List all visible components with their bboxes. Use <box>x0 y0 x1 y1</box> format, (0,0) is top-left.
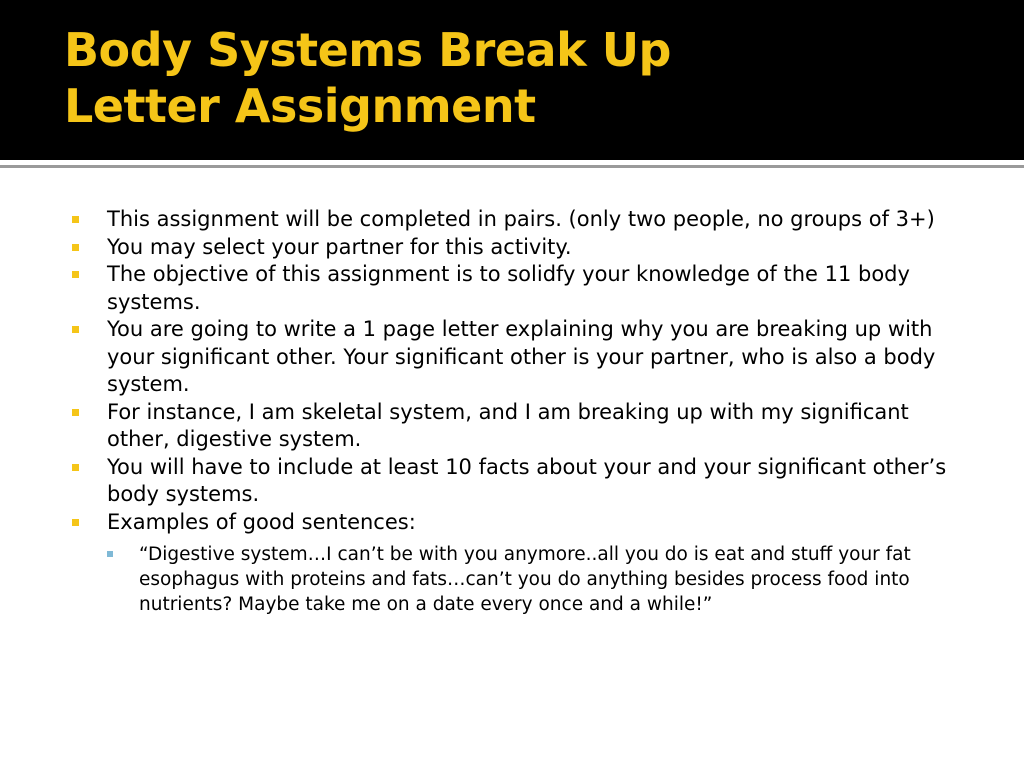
square-bullet-icon <box>72 519 79 526</box>
title-band <box>0 0 1024 160</box>
bullet-item-pairs <box>72 206 972 234</box>
square-bullet-icon <box>72 464 79 471</box>
bullet-text: Examples of good sentences: <box>107 509 416 534</box>
bullet-item-partner <box>72 234 972 262</box>
slide-title-line-1: Body Systems Break Up <box>64 23 671 77</box>
square-bullet-icon <box>72 326 79 333</box>
bullet-item-examples <box>72 509 972 618</box>
square-sub-bullet-icon <box>107 551 113 557</box>
bullet-text: You may select your partner for this activity. <box>107 234 572 259</box>
slide-title <box>64 22 671 134</box>
bullet-item-facts <box>72 454 972 509</box>
square-bullet-icon <box>72 271 79 278</box>
bullet-text: For instance, I am skeletal system, and I am breaking up with my significant other, digestive system. <box>107 399 909 451</box>
bullet-text: The objective of this assignment is to solidfy your knowledge of the 11 body systems. <box>107 262 910 314</box>
bullet-text: You will have to include at least 10 facts about your and your significant other’s body systems. <box>107 454 947 506</box>
square-bullet-icon <box>72 244 79 251</box>
bullet-text: You are going to write a 1 page letter explaining why you are breaking up with your significant other. Your significant other is your partner, who is also a body system. <box>107 317 936 396</box>
title-divider-gray <box>0 165 1024 168</box>
slide-title-line-2: Letter Assignment <box>64 79 536 133</box>
bullet-item-letter <box>72 316 972 399</box>
bullet-item-instance <box>72 399 972 454</box>
square-bullet-icon <box>72 409 79 416</box>
bullet-text: This assignment will be completed in pairs. (only two people, no groups of 3+) <box>107 207 935 231</box>
square-bullet-icon <box>72 216 79 223</box>
sub-bullet-list <box>107 542 972 617</box>
sub-bullet-item-example <box>107 542 929 617</box>
slide-body <box>72 206 972 617</box>
bullet-list <box>72 206 972 617</box>
bullet-item-objective <box>72 261 972 316</box>
sub-bullet-text: “Digestive system…I can’t be with you anymore..all you do is eat and stuff your fat esophagus with proteins and fats…can’t you do anything besides process food into nutrients? Maybe take me on a date every once and a while!” <box>139 544 911 615</box>
